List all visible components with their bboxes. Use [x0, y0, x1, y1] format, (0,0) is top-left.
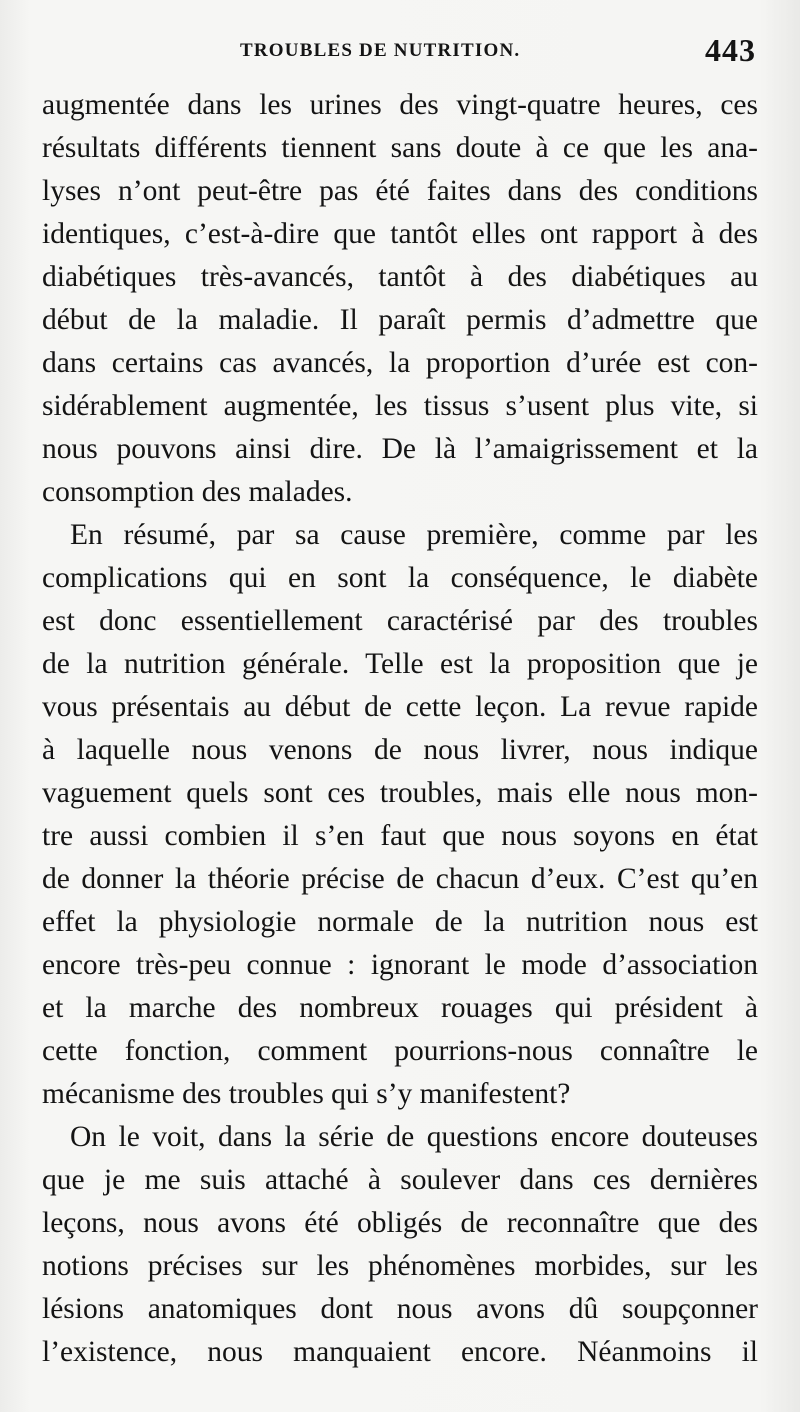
paragraph-end-line: consomption des malades.	[42, 476, 353, 508]
text-line: et la marche des nombreux rouages qui président à	[42, 992, 758, 1024]
text-line: de la nutrition générale. Telle est la proposition que je	[42, 648, 758, 680]
body-text	[42, 84, 758, 1374]
paragraph-start-line: On le voit, dans la série de questions encore douteuses	[70, 1121, 758, 1153]
running-head-title: TROUBLES DE NUTRITION.	[240, 40, 521, 61]
text-line: diabétiques très-avancés, tantôt à des diabétiques au	[42, 261, 758, 293]
text-line: effet la physiologie normale de la nutrition nous est	[42, 906, 758, 938]
text-line: début de la maladie. Il paraît permis d’admettre que	[42, 304, 758, 336]
text-line: de donner la théorie précise de chacun d’eux. C’est qu’en	[42, 863, 758, 895]
text-line: l’existence, nous manquaient encore. Néanmoins il	[42, 1336, 758, 1368]
text-line: que je me suis attaché à soulever dans ces dernières	[42, 1164, 758, 1196]
text-line: dans certains cas avancés, la proportion d’urée est con-	[42, 347, 758, 379]
text-line: complications qui en sont la conséquence, le diabète	[42, 562, 758, 594]
paragraph-end-line: mécanisme des troubles qui s’y manifestent?	[42, 1078, 571, 1110]
text-line: lyses n’ont peut-être pas été faites dans des conditions	[42, 175, 758, 207]
running-head	[40, 30, 756, 74]
text-line: identiques, c’est-à-dire que tantôt elles ont rapport à des	[42, 218, 758, 250]
text-line: notions précises sur les phénomènes morbides, sur les	[42, 1250, 758, 1282]
paragraph-start-line: En résumé, par sa cause première, comme par les	[70, 519, 758, 551]
text-line: vaguement quels sont ces troubles, mais elle nous mon-	[42, 777, 758, 809]
text-line: cette fonction, comment pourrions-nous connaître le	[42, 1035, 758, 1067]
text-line: à laquelle nous venons de nous livrer, nous indique	[42, 734, 758, 766]
text-line: résultats différents tiennent sans doute à ce que les ana-	[42, 132, 758, 164]
text-line: encore très-peu connue : ignorant le mode d’association	[42, 949, 758, 981]
text-line: vous présentais au début de cette leçon. La revue rapide	[42, 691, 758, 723]
text-line: augmentée dans les urines des vingt-quatre heures, ces	[42, 89, 758, 121]
page-number: 443	[705, 32, 756, 68]
text-line: nous pouvons ainsi dire. De là l’amaigrissement et la	[42, 433, 758, 465]
text-line: tre aussi combien il s’en faut que nous soyons en état	[42, 820, 758, 852]
text-line: est donc essentiellement caractérisé par des troubles	[42, 605, 758, 637]
text-line: sidérablement augmentée, les tissus s’usent plus vite, si	[42, 390, 758, 422]
text-line: leçons, nous avons été obligés de reconnaître que des	[42, 1207, 758, 1239]
text-line: lésions anatomiques dont nous avons dû soupçonner	[42, 1293, 758, 1325]
